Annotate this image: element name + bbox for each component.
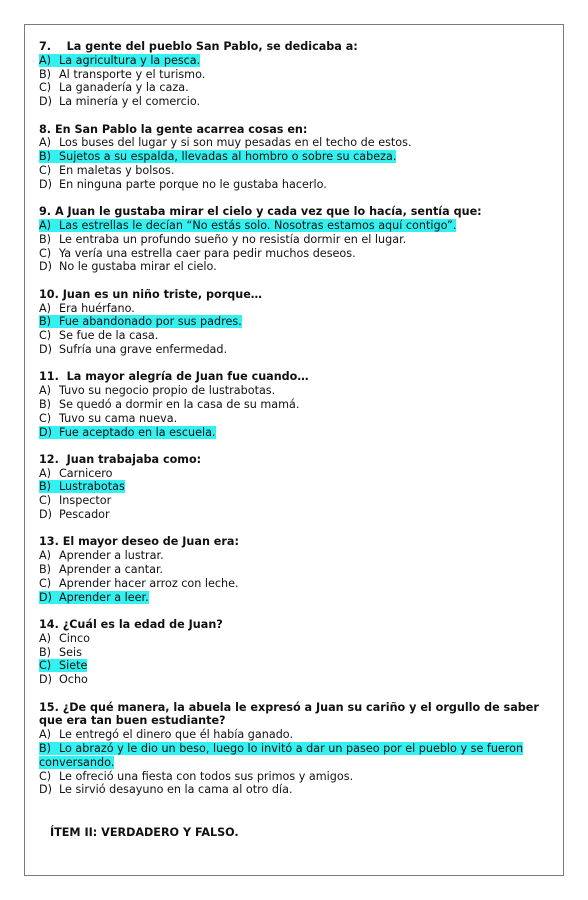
question-title <box>39 370 551 384</box>
option-content <box>39 467 113 480</box>
option-letter: C) <box>39 411 52 425</box>
answer-option-c <box>39 412 551 426</box>
option-text: Se quedó a dormir en la casa de su mamá. <box>59 397 300 411</box>
question-title <box>39 535 551 549</box>
question-15 <box>39 701 551 798</box>
option-letter: D) <box>39 342 52 356</box>
option-letter: D) <box>39 95 52 109</box>
option-text: Aprender a lustrar. <box>59 549 164 563</box>
option-letter: A) <box>39 384 52 398</box>
option-text: Cinco <box>59 631 91 645</box>
option-content <box>39 247 356 260</box>
option-text: No le gustaba mirar el cielo. <box>59 260 217 274</box>
option-text: Tuvo su negocio propio de lustrabotas. <box>59 384 276 398</box>
option-content <box>39 233 406 246</box>
answer-option-d <box>39 673 551 687</box>
option-text: Las estrellas le decían “No estás solo. Nosotras estamos aquí contigo”. <box>59 218 457 232</box>
option-letter: A) <box>39 466 52 480</box>
answer-option-c <box>39 577 551 591</box>
answer-option-d <box>39 508 551 522</box>
option-content <box>39 632 90 645</box>
option-letter: B) <box>39 232 52 246</box>
option-text: La agricultura y la pesca. <box>59 53 201 67</box>
questions-list <box>39 40 551 811</box>
highlighted-answer <box>39 219 456 232</box>
option-letter: B) <box>39 67 52 81</box>
question-title <box>39 618 551 632</box>
option-letter: D) <box>39 783 52 797</box>
option-letter: D) <box>39 177 52 191</box>
answer-option-d <box>39 783 551 797</box>
answer-option-a <box>39 136 551 150</box>
answer-option-d <box>39 591 551 605</box>
option-letter: D) <box>39 425 52 439</box>
option-text: Se fue de la casa. <box>59 329 159 343</box>
option-content <box>39 563 163 576</box>
option-content <box>39 136 412 149</box>
option-content <box>39 81 189 94</box>
option-letter: B) <box>39 563 52 577</box>
option-letter: D) <box>39 590 52 604</box>
option-letter: B) <box>39 480 52 494</box>
answer-option-a <box>39 384 551 398</box>
option-text: Pescador <box>59 508 110 522</box>
option-letter: A) <box>39 218 52 232</box>
question-9 <box>39 205 551 274</box>
question-text: ¿De qué manera, la abuela le expresó a Juan su cariño y el orgullo de saber que era tan buen estudiante? <box>39 700 543 728</box>
question-title <box>39 701 551 729</box>
answer-option-c <box>39 770 551 784</box>
answer-option-d <box>39 95 551 109</box>
option-letter: B) <box>39 645 52 659</box>
option-content <box>39 398 299 411</box>
option-content <box>39 508 110 521</box>
section-title: ÍTEM II: VERDADERO Y FALSO. <box>50 826 239 839</box>
option-letter: A) <box>39 728 52 742</box>
option-content <box>39 770 353 783</box>
question-text: En San Pablo la gente acarrea cosas en: <box>54 122 308 136</box>
question-text: El mayor deseo de Juan era: <box>62 535 239 549</box>
answer-option-c <box>39 164 551 178</box>
answer-option-a <box>39 302 551 316</box>
option-content <box>39 494 111 507</box>
answer-option-d <box>39 426 551 440</box>
option-letter: B) <box>39 397 52 411</box>
highlighted-answer <box>39 480 125 493</box>
option-text: Le entregó el dinero que él había ganado. <box>59 728 294 742</box>
option-content <box>39 783 293 796</box>
question-title <box>39 205 551 219</box>
option-letter: D) <box>39 508 52 522</box>
answer-option-b <box>39 398 551 412</box>
question-13 <box>39 535 551 604</box>
option-text: Le ofreció una fiesta con todos sus primos y amigos. <box>59 769 354 783</box>
option-content <box>39 412 177 425</box>
option-text: Era huérfano. <box>59 301 135 315</box>
answer-option-d <box>39 178 551 192</box>
answer-option-b <box>39 68 551 82</box>
answer-option-c <box>39 659 551 673</box>
option-text: En maletas y bolsos. <box>59 163 175 177</box>
answer-option-b <box>39 315 551 329</box>
option-text: Tuvo su cama nueva. <box>59 411 178 425</box>
answer-option-b <box>39 742 551 770</box>
option-text: En ninguna parte porque no le gustaba hacerlo. <box>59 177 327 191</box>
option-text: Inspector <box>59 494 112 508</box>
option-text: Le sirvió desayuno en la cama al otro día. <box>59 783 293 797</box>
option-text: Lo abrazó y le dio un beso, luego lo invitó a dar un paseo por el pueblo y se fueron conversando. <box>39 742 524 769</box>
question-text: La gente del pueblo San Pablo, se dedicaba a: <box>66 40 358 53</box>
option-text: Le entraba un profundo sueño y no resistía dormir en el lugar. <box>59 232 407 246</box>
highlighted-answer <box>39 659 87 672</box>
answer-option-c <box>39 494 551 508</box>
option-letter: D) <box>39 673 52 687</box>
question-number: 10. <box>39 287 59 301</box>
highlighted-answer <box>39 315 242 328</box>
question-14 <box>39 618 551 687</box>
highlighted-answer <box>39 591 149 604</box>
option-text: Aprender a leer. <box>59 590 149 604</box>
option-text: La ganadería y la caza. <box>59 81 189 95</box>
question-title <box>39 123 551 137</box>
option-text: Aprender hacer arroz con leche. <box>59 576 239 590</box>
question-title <box>39 288 551 302</box>
question-11 <box>39 370 551 439</box>
question-title <box>39 40 551 54</box>
option-text: Fue aceptado en la escuela. <box>59 425 216 439</box>
answer-option-b <box>39 233 551 247</box>
option-letter: C) <box>39 659 52 673</box>
option-text: Fue abandonado por sus padres. <box>59 315 242 329</box>
answer-option-a <box>39 219 551 233</box>
option-text: Lustrabotas <box>59 480 125 494</box>
answer-option-a <box>39 728 551 742</box>
question-8 <box>39 123 551 192</box>
question-title <box>39 453 551 467</box>
option-content <box>39 68 205 81</box>
option-content <box>39 95 200 108</box>
answer-option-c <box>39 329 551 343</box>
question-number: 15. <box>39 700 59 714</box>
question-12 <box>39 453 551 522</box>
option-content <box>39 260 217 273</box>
option-letter: A) <box>39 631 52 645</box>
option-text: Ocho <box>59 673 88 687</box>
option-text: Al transporte y el turismo. <box>59 67 206 81</box>
question-number: 9. <box>39 205 52 219</box>
option-letter: C) <box>39 494 52 508</box>
answer-option-a <box>39 54 551 68</box>
question-number: 13. <box>39 535 59 549</box>
question-number: 12. <box>39 452 59 466</box>
option-letter: C) <box>39 576 52 590</box>
highlighted-answer <box>39 54 200 67</box>
question-text: ¿Cuál es la edad de Juan? <box>62 618 223 632</box>
answer-option-b <box>39 150 551 164</box>
answer-option-b <box>39 646 551 660</box>
option-text: Los buses del lugar y si son muy pesadas en el techo de estos. <box>59 136 412 150</box>
answer-option-a <box>39 467 551 481</box>
option-text: Seis <box>59 645 82 659</box>
question-number: 11. <box>39 370 59 384</box>
option-letter: D) <box>39 260 52 274</box>
question-text: La mayor alegría de Juan fue cuando… <box>66 370 309 384</box>
option-letter: C) <box>39 246 52 260</box>
option-content <box>39 577 239 590</box>
option-content <box>39 329 158 342</box>
answer-option-b <box>39 480 551 494</box>
highlighted-answer <box>39 742 523 769</box>
option-letter: C) <box>39 81 52 95</box>
option-content <box>39 178 327 191</box>
option-letter: C) <box>39 163 52 177</box>
option-letter: A) <box>39 136 52 150</box>
option-content <box>39 343 227 356</box>
answer-option-d <box>39 343 551 357</box>
option-text: Ya vería una estrella caer para pedir muchos deseos. <box>59 246 356 260</box>
option-letter: B) <box>39 315 52 329</box>
option-content <box>39 302 135 315</box>
question-text: Juan trabajaba como: <box>66 452 202 466</box>
option-text: Sufría una grave enfermedad. <box>59 342 228 356</box>
answer-option-a <box>39 549 551 563</box>
option-content <box>39 728 293 741</box>
answer-option-c <box>39 81 551 95</box>
option-content <box>39 673 88 686</box>
option-text: Siete <box>59 659 88 673</box>
option-text: La minería y el comercio. <box>59 95 201 109</box>
option-letter: B) <box>39 742 52 756</box>
option-letter: A) <box>39 53 52 67</box>
option-letter: B) <box>39 150 52 164</box>
highlighted-answer <box>39 426 216 439</box>
highlighted-answer <box>39 150 396 163</box>
option-content <box>39 384 275 397</box>
option-letter: C) <box>39 769 52 783</box>
question-number: 7. <box>39 40 52 53</box>
answer-option-b <box>39 563 551 577</box>
option-text: Sujetos a su espalda, llevadas al hombro o sobre su cabeza. <box>59 150 397 164</box>
option-content <box>39 646 82 659</box>
question-text: Juan es un niño triste, porque… <box>62 287 262 301</box>
question-text: A Juan le gustaba mirar el cielo y cada vez que lo hacía, sentía que: <box>54 205 482 219</box>
option-text: Aprender a cantar. <box>59 563 164 577</box>
option-content <box>39 549 164 562</box>
answer-option-d <box>39 260 551 274</box>
option-letter: C) <box>39 329 52 343</box>
answer-option-a <box>39 632 551 646</box>
option-letter: A) <box>39 301 52 315</box>
option-text: Carnicero <box>59 466 113 480</box>
question-number: 8. <box>39 122 52 136</box>
answer-option-c <box>39 247 551 261</box>
question-number: 14. <box>39 618 59 632</box>
option-letter: A) <box>39 549 52 563</box>
option-content <box>39 164 174 177</box>
question-10 <box>39 288 551 357</box>
question-7 <box>39 40 551 109</box>
